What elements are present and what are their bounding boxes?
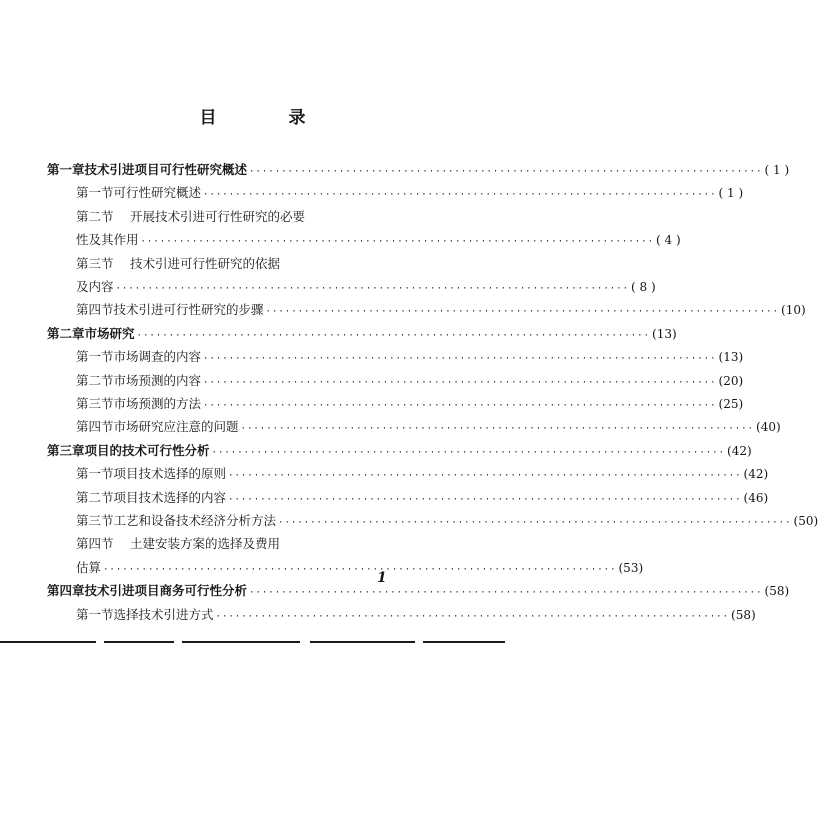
toc-entry-number: 第四节 — [76, 419, 114, 435]
toc-chapter-entry — [47, 324, 677, 344]
toc-entry-page: (42) — [743, 467, 769, 482]
toc-entry-page: (58) — [764, 584, 790, 599]
toc-section-entry — [76, 347, 744, 367]
toc-entry-title: 市场预测的内容 — [113, 372, 202, 388]
toc-entry-page: (42) — [727, 443, 752, 458]
toc-section-entry — [76, 300, 806, 320]
toc-entry-title: 及内容 — [76, 279, 114, 294]
dot-leader: ················································································ — [228, 471, 742, 482]
toc-entry-number: 第四节 — [76, 302, 114, 318]
dot-leader: ················································································ — [211, 447, 726, 458]
toc-entry-number: 第三节 — [76, 255, 114, 271]
dot-leader: ················································································ — [265, 307, 780, 318]
toc-entry-title: 市场预测的方法 — [113, 396, 202, 411]
dot-leader: ················································································ — [115, 284, 629, 294]
toc-entry-number: 第二节 — [76, 489, 114, 505]
toc-section-entry — [76, 207, 392, 227]
dot-leader: ················································································ — [278, 518, 792, 528]
toc-section-entry — [76, 371, 744, 391]
toc-entry-title: 项目的技术可行性分析 — [84, 442, 210, 458]
toc-entry-title: 市场研究 — [84, 325, 135, 341]
toc-entry-number: 第三节 — [76, 513, 114, 528]
toc-entry-page: (13) — [718, 350, 744, 365]
dot-leader: ················································································ — [203, 401, 717, 411]
toc-entry-number: 第二节 — [76, 208, 114, 224]
toc-entry-page: ( 1 ) — [764, 163, 790, 177]
toc-entry-title: 项目技术选择的原则 — [113, 466, 227, 482]
toc-entry-page: (58) — [731, 607, 756, 622]
toc-continuation-line — [76, 230, 681, 250]
toc-section-entry — [76, 254, 392, 274]
dot-leader: ················································································ — [228, 494, 742, 505]
dot-leader: ················································································ — [249, 588, 763, 599]
toc-entry-number: 第三章 — [47, 442, 85, 458]
toc-entry-title: 技术引进项目可行性研究概述 — [84, 162, 248, 177]
toc-entry-title: 选择技术引进方式 — [113, 606, 214, 622]
toc-entry-page: (46) — [743, 490, 769, 505]
bottom-rule — [0, 641, 505, 643]
toc-entry-page: (10) — [781, 303, 806, 318]
toc-chapter-entry — [47, 160, 790, 180]
toc-entry-title: 技术引进可行性研究的依据 — [130, 255, 281, 271]
dot-leader: ················································································ — [140, 237, 654, 248]
toc-entry-page: (40) — [756, 420, 781, 435]
toc-entry-number: 第一节 — [76, 606, 114, 622]
toc-entry-number: 第一节 — [76, 466, 114, 482]
toc-entry-title: 估算 — [76, 559, 102, 575]
toc-section-entry — [76, 464, 769, 484]
toc-entry-page: (25) — [718, 397, 744, 411]
toc-entry-page: (20) — [718, 373, 744, 388]
toc-entry-title: 工艺和设备技术经济分析方法 — [113, 513, 277, 528]
dot-leader: ················································································ — [203, 354, 717, 365]
toc-section-entry — [76, 534, 392, 554]
toc-chapter-entry — [47, 441, 752, 461]
toc-section-entry — [76, 605, 756, 625]
toc-continuation-line — [76, 277, 656, 297]
toc-entry-title: 市场研究应注意的问题 — [113, 419, 239, 435]
toc-title: 目 录 — [199, 108, 339, 128]
toc-entry-title: 土建安装方案的选择及费用 — [130, 536, 281, 552]
toc-entry-page: (13) — [652, 326, 677, 341]
toc-entry-number: 第二章 — [47, 325, 85, 341]
toc-entry-title: 项目技术选择的内容 — [113, 489, 227, 505]
page-number: 1 — [377, 570, 387, 586]
dot-leader: ················································································ — [203, 377, 717, 388]
toc-entry-page: (50) — [793, 514, 818, 528]
dot-leader: ················································································ — [136, 330, 651, 341]
toc-entry-page: ( 8 ) — [631, 280, 656, 294]
toc-entry-title: 技术引进项目商务可行性分析 — [84, 583, 248, 599]
toc-chapter-entry — [47, 581, 790, 601]
toc-entry-page: (53) — [618, 560, 644, 575]
toc-section-entry — [76, 183, 744, 203]
dot-leader: ················································································ — [103, 564, 617, 575]
toc-entry-title: 开展技术引进可行性研究的必要 — [130, 208, 306, 224]
dot-leader: ················································································ — [215, 611, 730, 622]
dot-leader: ················································································ — [249, 167, 763, 177]
toc-entry-page: ( 4 ) — [656, 233, 681, 248]
toc-entry-number: 第四节 — [76, 536, 114, 552]
toc-entry-number: 第四章 — [47, 583, 85, 599]
toc-entry-title: 性及其作用 — [76, 232, 139, 248]
dot-leader: ················································································ — [203, 190, 717, 201]
toc-section-entry — [76, 417, 781, 437]
toc-entry-title: 技术引进可行性研究的步骤 — [113, 302, 264, 318]
toc-entry-number: 第一节 — [76, 185, 114, 201]
dot-leader: ················································································ — [240, 424, 755, 435]
toc-entry-number: 第三节 — [76, 396, 114, 411]
toc-section-entry — [76, 394, 744, 414]
toc-entry-title: 可行性研究概述 — [113, 185, 202, 201]
toc-continuation-line — [76, 558, 644, 578]
toc-section-entry — [76, 488, 769, 508]
toc-entry-number: 第一章 — [47, 162, 85, 177]
toc-entry-number: 第一节 — [76, 349, 114, 365]
toc-entry-page: ( 1 ) — [718, 186, 744, 201]
toc-entry-number: 第二节 — [76, 372, 114, 388]
toc-entry-title: 市场调查的内容 — [113, 349, 202, 365]
toc-section-entry — [76, 511, 818, 531]
